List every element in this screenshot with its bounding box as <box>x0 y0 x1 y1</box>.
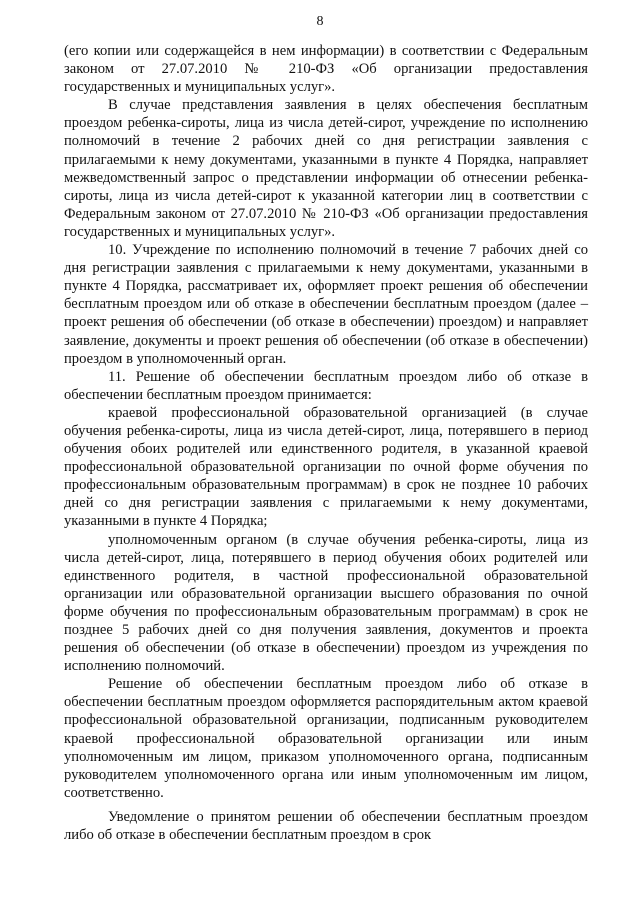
paragraph-decision-form: Решение об обеспечении бесплатным проездом либо об отказе в обеспечении бесплатным проездом оформляется распорядительным актом краевой профессиональной образовательной организации, подписанным руководителем краевой профессиональной образовательной организации или иным уполномоченным им лицом, приказом уполномоченного органа, подписанным руководителем уполномоченного органа или иным уполномоченным им лицом, соответственно. <box>64 676 588 801</box>
paragraph-authorized-body: уполномоченным органом (в случае обучения ребенка-сироты, лица из числа детей-сирот, лица, потерявшего в период обучения обоих родителей или единственного родителя, в частной профессиональной образовательной организации или образовательной организации высшего образования по очной форме обучения по профессиональным образовательным программам) в срок не позднее 5 рабочих дней со дня получения заявления, документов и проекта решения об обеспечении (об отказе в обеспечении) проездом из учреждения по исполнению полномочий. <box>64 531 588 675</box>
page-number: 8 <box>316 14 324 29</box>
paragraph-item-11: 11. Решение об обеспечении бесплатным проездом либо об отказе в обеспечении бесплатным проездом принимается: <box>64 368 588 403</box>
paragraph-regional-organization: краевой профессиональной образовательной организацией (в случае обучения ребенка-сироты, лица из числа детей-сирот, лица, потерявшего в период обучения обоих родителей или единственного родителя, в указанной краевой профессиональной образовательной организации по очной форме обучения по профессиональным образовательным программам) в срок не позднее 10 рабочих дней со дня регистрации заявления с прилагаемыми к нему документами, указанными в пункте 4 Порядка; <box>64 404 588 530</box>
paragraph-notification: Уведомление о принятом решении об обеспечении бесплатным проездом либо об отказе в обеспечении бесплатным проездом в срок <box>64 808 588 844</box>
paragraph-item-10: 10. Учреждение по исполнению полномочий в течение 7 рабочих дней со дня регистрации заявления с прилагаемыми к нему документами, указанными в пункте 4 Порядка, рассматривает их, оформляет проект решения об обеспечении бесплатным проездом или об отказе в обеспечении бесплатным проездом (далее – проект решения об обеспечении (об отказе в обеспечении) проездом) и направляет заявление, документы и проект решения об обеспечении (об отказе в обеспечении) проездом в уполномоченный орган. <box>64 242 588 367</box>
paragraph-orphan-request: В случае представления заявления в целях обеспечения бесплатным проездом ребенка-сироты, лица из числа детей-сирот, учреждение по исполнению полномочий в течение 2 рабочих дней со дня регистрации заявления с прилагаемыми к нему документами, указанными в пункте 4 Порядка, направляет межведомственный запрос о представлении информации об отнесении ребенка-сироты, лица из числа детей-сирот к указанной категории лиц в соответствии с Федеральным законом от 27.07.2010 № 210-ФЗ «Об организации предоставления государственных и муниципальных услуг». <box>64 97 588 240</box>
document-body <box>64 42 588 844</box>
paragraph-continuation: (его копии или содержащейся в нем информации) в соответствии с Федеральным законом от 27.07.2010 № 210-ФЗ «Об организации предоставления государственных и муниципальных услуг». <box>64 43 588 96</box>
